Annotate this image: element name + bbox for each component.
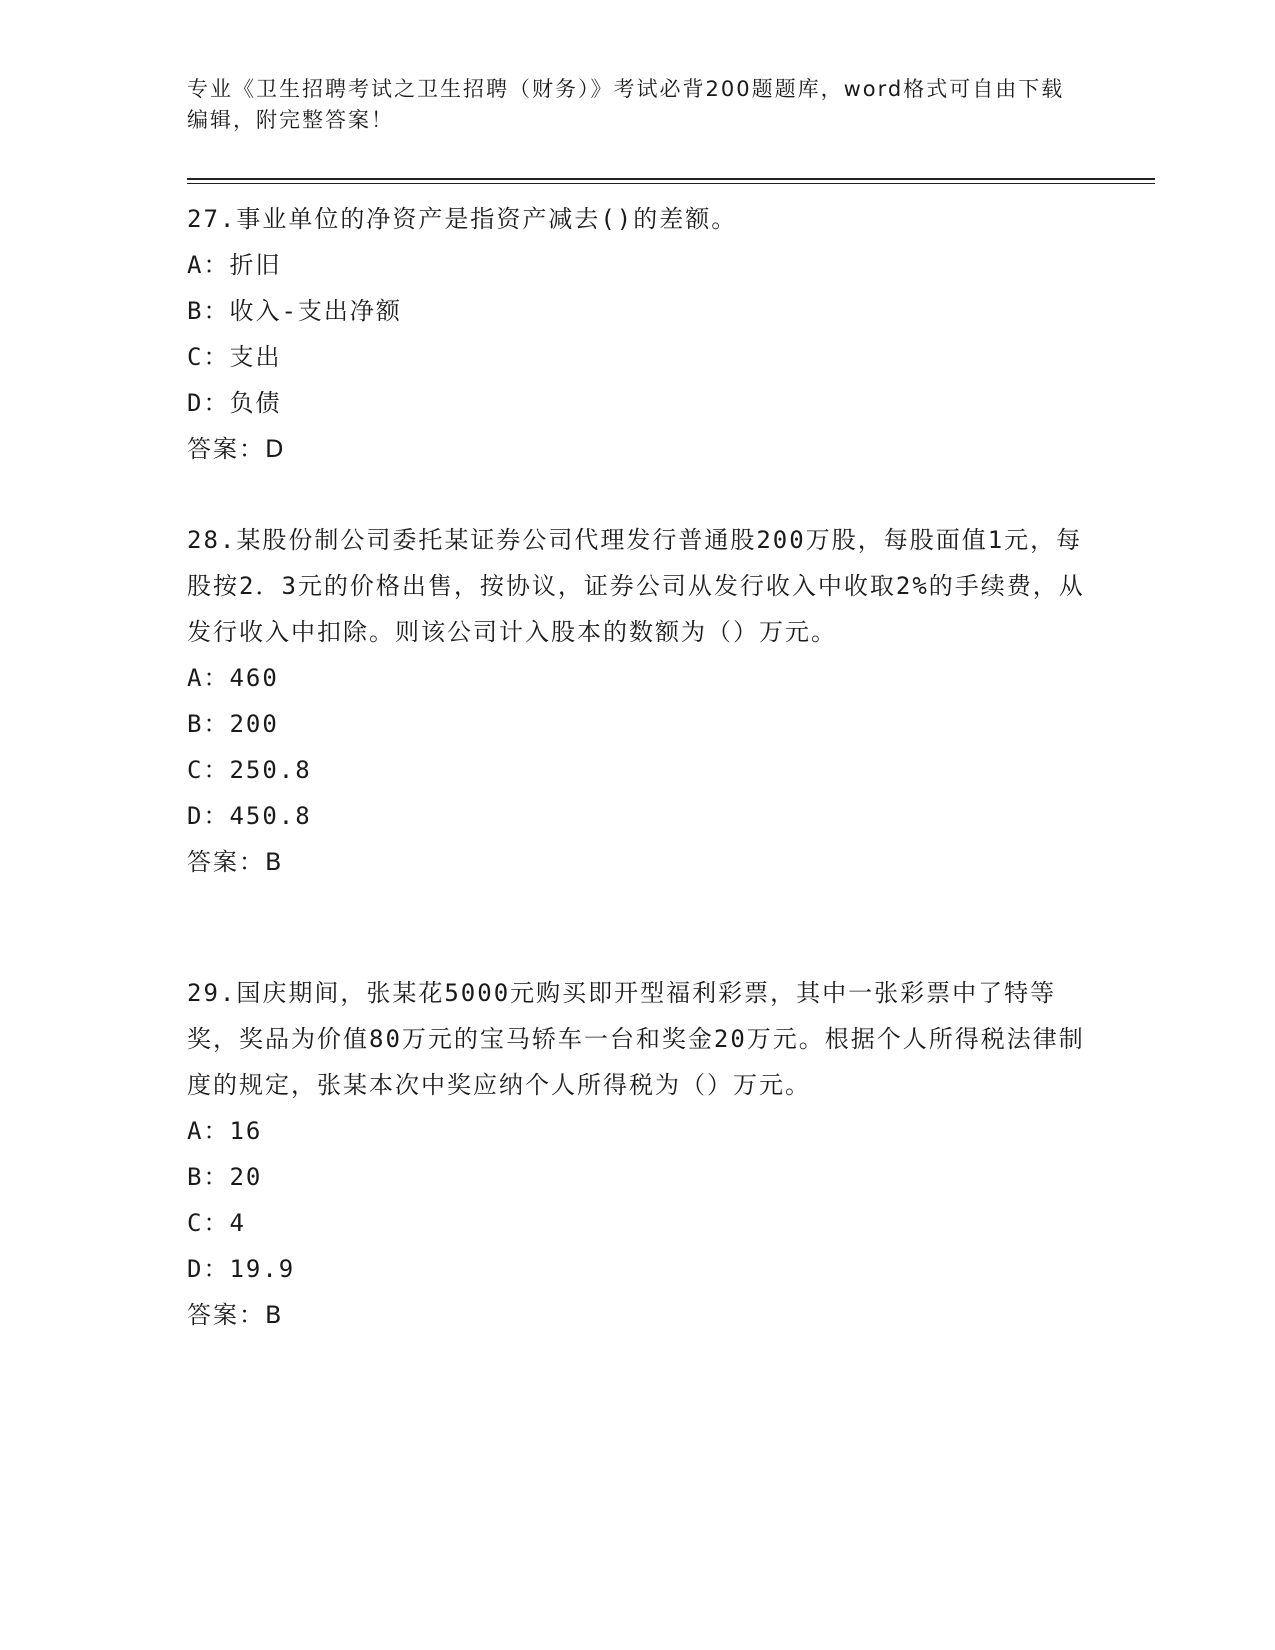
option-a: A：折旧 (187, 251, 282, 279)
question-27 (187, 196, 1087, 472)
answer: 答案：B (187, 848, 284, 876)
option-a: A：16 (187, 1117, 263, 1145)
option-d: D：19.9 (187, 1255, 296, 1283)
answer: 答案：D (187, 435, 286, 463)
option-b: B：200 (187, 710, 279, 738)
header-divider-thin (187, 183, 1155, 184)
document-header: 专业《卫生招聘考试之卫生招聘（财务）》考试必背200题题库，word格式可自由下载编辑，附完整答案！ (187, 77, 1065, 132)
header-divider-thick (187, 178, 1155, 180)
question-stem: 28.某股份制公司委托某证券公司代理发行普通股200万股，每股面值1元，每股按2．3元的价格出售，按协议，证券公司从发行收入中收取2%的手续费，从发行收入中扣除。则该公司计入股本的数额为（）万元。 (187, 526, 1085, 646)
option-b: B：20 (187, 1163, 263, 1191)
option-c: C：支出 (187, 343, 282, 371)
question-stem: 27.事业单位的净资产是指资产减去()的差额。 (187, 205, 738, 233)
option-d: D：450.8 (187, 802, 312, 830)
question-stem: 29.国庆期间，张某花5000元购买即开型福利彩票，其中一张彩票中了特等奖，奖品为价值80万元的宝马轿车一台和奖金20万元。根据个人所得税法律制度的规定，张某本次中奖应纳个人所得税为（）万元。 (187, 979, 1085, 1099)
answer: 答案：B (187, 1301, 284, 1329)
option-b: B：收入-支出净额 (187, 297, 402, 325)
option-c: C：4 (187, 1209, 246, 1237)
option-a: A：460 (187, 664, 279, 692)
option-d: D：负债 (187, 389, 282, 417)
question-28 (187, 517, 1087, 885)
question-29 (187, 970, 1087, 1338)
option-c: C：250.8 (187, 756, 312, 784)
